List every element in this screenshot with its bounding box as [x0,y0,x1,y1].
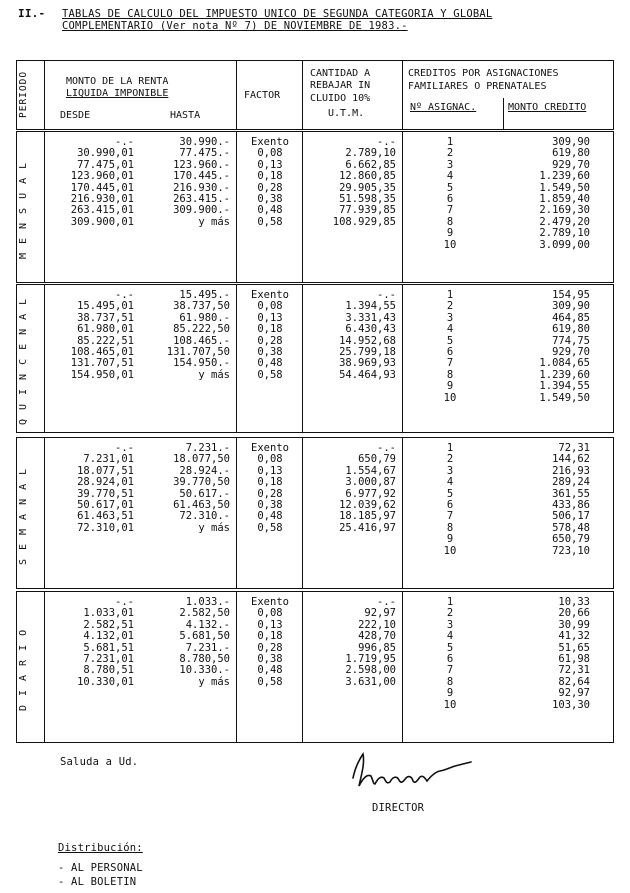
table-cell: 3 [446,158,454,171]
table-cell: 0,58 [257,521,283,534]
table-cell: 1.239,60 [539,368,590,381]
asignac-column [430,443,470,557]
table-cell: 61.980.- [179,311,230,324]
table-cell: 1.554,67 [345,464,396,477]
table-cell: 6 [446,192,454,205]
section-divider [302,591,303,742]
table-cell: 5 [446,181,454,194]
table-cell: 1.033.- [185,596,230,608]
table-cell: -.- [115,596,134,608]
table-cell: 61.980,01 [77,323,134,336]
section-divider [302,437,303,588]
table-cell: 8 [446,215,454,228]
table-cell: 10,33 [558,596,590,608]
section-divider [236,437,237,588]
table-cell: 0,38 [257,345,283,358]
table-cell: 4 [446,170,454,183]
desde-column [48,443,134,534]
table-cell: 51.598,35 [339,192,396,205]
header-creditos-line1: CREDITOS POR ASIGNACIONES [408,68,559,79]
table-cell: 7.231.- [185,442,230,454]
table-cell: 0,08 [257,147,283,160]
table-cell: 123.960,01 [70,170,134,183]
cantidad-column [306,290,396,381]
table-cell: 506,17 [552,510,590,523]
table-cell: 77.475.- [179,147,230,160]
table-cell: 1 [446,442,454,454]
table-cell: 108.465.- [173,334,230,347]
table-cell: 263.415,01 [70,204,134,217]
table-cell: 222,10 [358,618,396,631]
table-cell: 92,97 [558,687,590,700]
table-cell: 3.631,00 [345,675,396,688]
table-cell: -.- [377,442,396,454]
section-number: II.- [18,7,46,20]
header-creditos-line2: FAMILIARES O PRENATALES [408,81,547,92]
factor-column [240,443,300,534]
table-cell: 929,70 [552,345,590,358]
asignac-column [430,290,470,404]
table-cell: 650,79 [552,533,590,546]
table-cell: 0,38 [257,192,283,205]
table-cell: 2.582,51 [83,618,134,631]
header-desde: DESDE [60,110,91,121]
table-cell: 7.231,01 [83,652,134,665]
section-divider [236,131,237,282]
table-cell: 619,80 [552,147,590,160]
table-cell: 1.084,65 [539,357,590,370]
section-divider [44,131,45,282]
table-cell: 25.416,97 [339,521,396,534]
table-cell: 7.231,01 [83,453,134,466]
table-cell: 1 [446,136,454,148]
table-cell: Exento [251,596,289,608]
section-divider [302,131,303,282]
period-label: DIARIO [18,620,29,712]
table-cell: 1.549,50 [539,181,590,194]
table-cell: 2.169,30 [539,204,590,217]
table-cell: 1.239,60 [539,170,590,183]
table-cell: 309,90 [552,136,590,148]
table-cell: 39.770,51 [77,487,134,500]
table-cell: 72.310,01 [77,521,134,534]
period-label: QUINCENAL [18,289,29,425]
table-cell: 25.799,18 [339,345,396,358]
table-cell: 2.479,20 [539,215,590,228]
table-cell: 216,93 [552,464,590,477]
section-divider [402,284,403,432]
section-divider [44,437,45,588]
section-divider [402,437,403,588]
table-cell: 8.780,51 [83,664,134,677]
table-cell: 9 [446,227,454,240]
section-divider [402,591,403,742]
table-cell: 1.033,01 [83,607,134,620]
table-cell: 6 [446,652,454,665]
table-cell: 1.549,50 [539,391,590,404]
table-cell: 7 [446,204,454,217]
table-cell: 85.222,51 [77,334,134,347]
table-cell: y más [198,521,230,534]
table-cell: 619,80 [552,323,590,336]
table-cell: 38.737,50 [173,300,230,313]
table-cell: 2 [446,147,454,160]
factor-column [240,597,300,688]
table-cell: 41,32 [558,630,590,643]
table-cell: 1.394,55 [345,300,396,313]
table-cell: 92,97 [364,607,396,620]
table-cell: 8.780,50 [179,652,230,665]
hasta-column [138,597,230,688]
distribution-item: - AL BOLETIN [58,876,137,888]
table-cell: 0,58 [257,675,283,688]
table-cell: 85.222,50 [173,323,230,336]
table-cell: 6.430,43 [345,323,396,336]
table-cell: 3.099,00 [539,238,590,251]
header-divider [402,60,403,129]
table-cell: 6.662,85 [345,158,396,171]
table-cell: 5.681,51 [83,641,134,654]
table-cell: 154,95 [552,289,590,301]
table-cell: 131.707,51 [70,357,134,370]
table-cell: 5 [446,641,454,654]
section-divider [302,284,303,432]
table-cell: 5.681,50 [179,630,230,643]
header-cantidad-line1: CANTIDAD A [310,68,371,79]
factor-column [240,290,300,381]
table-cell: 216.930.- [173,181,230,194]
table-cell: 1.859,40 [539,192,590,205]
table-cell: 3 [446,618,454,631]
table-cell: 2 [446,453,454,466]
table-cell: 20,66 [558,607,590,620]
factor-column [240,137,300,228]
table-cell: 0,28 [257,641,283,654]
table-cell: 9 [446,533,454,546]
table-cell: 1.719,95 [345,652,396,665]
header-cantidad-line2: REBAJAR IN [310,80,371,91]
table-cell: -.- [377,596,396,608]
table-cell: 0,38 [257,498,283,511]
table-cell: 28.924.- [179,464,230,477]
table-cell: 103,30 [552,698,590,711]
table-cell: 0,28 [257,181,283,194]
table-cell: 0,08 [257,453,283,466]
period-label: MENSUAL [18,153,29,259]
table-cell: 54.464,93 [339,368,396,381]
table-cell: 0,08 [257,300,283,313]
table-cell: 131.707,50 [166,345,230,358]
header-hasta: HASTA [170,110,201,121]
table-cell: 1.394,55 [539,380,590,393]
table-cell: 4.132.- [185,618,230,631]
table-cell: 18.077,50 [173,453,230,466]
heading-line-1: TABLAS DE CALCULO DEL IMPUESTO UNICO DE SEGUNDA CATEGORIA Y GLOBAL [62,8,493,20]
table-cell: 108.929,85 [332,215,396,228]
table-cell: 30.990.- [179,136,230,148]
table-cell: y más [198,675,230,688]
table-cell: 7 [446,357,454,370]
table-cell: 10 [443,544,457,557]
table-cell: 61,98 [558,652,590,665]
table-cell: 774,75 [552,334,590,347]
table-cell: 0,48 [257,510,283,523]
desde-column [48,290,134,381]
table-cell: 996,85 [358,641,396,654]
table-cell: Exento [251,442,289,454]
table-cell: 10 [443,391,457,404]
table-cell: 39.770,50 [173,476,230,489]
table-cell: -.- [377,289,396,301]
table-cell: 0,38 [257,652,283,665]
header-asignac: Nº ASIGNAC. [410,102,477,113]
table-cell: 0,18 [257,323,283,336]
table-cell: 154.950,01 [70,368,134,381]
table-cell: 2.582,50 [179,607,230,620]
table-cell: 0,13 [257,618,283,631]
table-cell: 7 [446,510,454,523]
table-cell: 3 [446,311,454,324]
table-cell: 28.924,01 [77,476,134,489]
table-cell: 72,31 [558,442,590,454]
cantidad-column [306,137,396,228]
table-cell: 2.789,10 [345,147,396,160]
hasta-column [138,443,230,534]
table-cell: 0,08 [257,607,283,620]
table-cell: 5 [446,487,454,500]
table-cell: 723,10 [552,544,590,557]
header-divider [302,60,303,129]
table-cell: 6 [446,498,454,511]
table-cell: 5 [446,334,454,347]
section-divider [236,591,237,742]
heading-line-2: COMPLEMENTARIO (Ver nota Nº 7) DE NOVIEMBRE DE 1983.- [62,20,408,32]
table-cell: 38.969,93 [339,357,396,370]
table-cell: 8 [446,521,454,534]
header-cantidad-line3: CLUIDO 10% [310,93,371,104]
table-cell: 72.310.- [179,510,230,523]
table-cell: 0,48 [257,357,283,370]
cantidad-column [306,443,396,534]
table-cell: 7.231.- [185,641,230,654]
table-cell: 2.598,00 [345,664,396,677]
credito-column [508,443,590,557]
table-cell: 0,58 [257,215,283,228]
table-cell: 10.330,01 [77,675,134,688]
table-cell: 170.445,01 [70,181,134,194]
hasta-column [138,290,230,381]
table-cell: -.- [115,136,134,148]
table-cell: 72,31 [558,664,590,677]
table-cell: 82,64 [558,675,590,688]
table-cell: 0,28 [257,487,283,500]
table-cell: 0,58 [257,368,283,381]
distribution-label: Distribución: [58,842,143,854]
table-cell: 4 [446,323,454,336]
table-cell: 15.495,01 [77,300,134,313]
table-cell: 50.617,01 [77,498,134,511]
table-cell: 108.465,01 [70,345,134,358]
table-cell: 650,79 [358,453,396,466]
desde-column [48,597,134,688]
table-cell: 51,65 [558,641,590,654]
signer-title: DIRECTOR [372,802,425,814]
table-cell: Exento [251,289,289,301]
table-cell: 10.330.- [179,664,230,677]
table-cell: 0,18 [257,630,283,643]
credito-column [508,137,590,251]
table-cell: 263.415.- [173,192,230,205]
table-cell: 361,55 [552,487,590,500]
hasta-column [138,137,230,228]
director-signature [345,738,475,798]
header-monto-line1: MONTO DE LA RENTA [66,76,169,87]
table-cell: 0,18 [257,476,283,489]
table-cell: 0,48 [257,664,283,677]
table-cell: 3 [446,464,454,477]
table-cell: 433,86 [552,498,590,511]
table-cell: 929,70 [552,158,590,171]
table-cell: 216.930,01 [70,192,134,205]
header-divider [503,98,504,129]
table-cell: 14.952,68 [339,334,396,347]
table-cell: 0,28 [257,334,283,347]
section-divider [402,131,403,282]
header-cantidad-line4: U.T.M. [328,108,365,119]
table-cell: 61.463,51 [77,510,134,523]
header-factor: FACTOR [244,90,281,101]
table-cell: 309.900.- [173,204,230,217]
section-divider [44,591,45,742]
table-cell: 144,62 [552,453,590,466]
header-monto-line2: LIQUIDA IMPONIBLE [66,88,169,99]
table-cell: 12.039,62 [339,498,396,511]
table-cell: 7 [446,664,454,677]
table-cell: 2 [446,607,454,620]
table-cell: 8 [446,368,454,381]
asignac-column [430,137,470,251]
table-cell: 464,85 [552,311,590,324]
table-cell: 38.737,51 [77,311,134,324]
table-cell: 3.331,43 [345,311,396,324]
table-cell: 10 [443,238,457,251]
header-periodo: PERIODO [18,70,29,118]
table-cell: 170.445.- [173,170,230,183]
header-divider [44,60,45,129]
table-cell: 309.900,01 [70,215,134,228]
table-cell: 4 [446,476,454,489]
table-cell: 30.990,01 [77,147,134,160]
cantidad-column [306,597,396,688]
table-cell: 6 [446,345,454,358]
table-cell: 10 [443,698,457,711]
table-cell: 428,70 [358,630,396,643]
table-cell: Exento [251,136,289,148]
table-cell: 2.789,10 [539,227,590,240]
credito-column [508,290,590,404]
table-cell: y más [198,215,230,228]
table-cell: 154.950.- [173,357,230,370]
table-cell: 61.463,50 [173,498,230,511]
table-cell: 50.617.- [179,487,230,500]
table-cell: 8 [446,675,454,688]
section-divider [44,284,45,432]
table-cell: 77.475,01 [77,158,134,171]
table-cell: 0,18 [257,170,283,183]
closing-salutation: Saluda a Ud. [60,756,139,768]
table-cell: -.- [115,289,134,301]
table-cell: 4 [446,630,454,643]
table-cell: 6.977,92 [345,487,396,500]
table-cell: 12.860,85 [339,170,396,183]
table-cell: 0,13 [257,158,283,171]
section-divider [236,284,237,432]
table-cell: 123.960.- [173,158,230,171]
desde-column [48,137,134,228]
table-cell: 15.495.- [179,289,230,301]
table-cell: 9 [446,380,454,393]
table-cell: 0,48 [257,204,283,217]
table-cell: 1 [446,596,454,608]
table-cell: y más [198,368,230,381]
table-cell: 77.939,85 [339,204,396,217]
period-label: SEMANAL [18,459,29,565]
header-monto-credito: MONTO CREDITO [508,102,587,113]
table-cell: 309,90 [552,300,590,313]
header-divider [236,60,237,129]
table-cell: 29.905,35 [339,181,396,194]
asignac-column [430,597,470,711]
table-cell: 3.000,87 [345,476,396,489]
table-cell: 9 [446,687,454,700]
table-cell: -.- [377,136,396,148]
table-cell: -.- [115,442,134,454]
table-cell: 18.185,97 [339,510,396,523]
table-cell: 0,13 [257,464,283,477]
table-cell: 30,99 [558,618,590,631]
table-cell: 1 [446,289,454,301]
table-cell: 18.077,51 [77,464,134,477]
table-cell: 0,13 [257,311,283,324]
table-cell: 289,24 [552,476,590,489]
distribution-item: - AL PERSONAL [58,862,143,874]
table-cell: 4.132,01 [83,630,134,643]
credito-column [508,597,590,711]
table-cell: 578,48 [552,521,590,534]
table-cell: 2 [446,300,454,313]
